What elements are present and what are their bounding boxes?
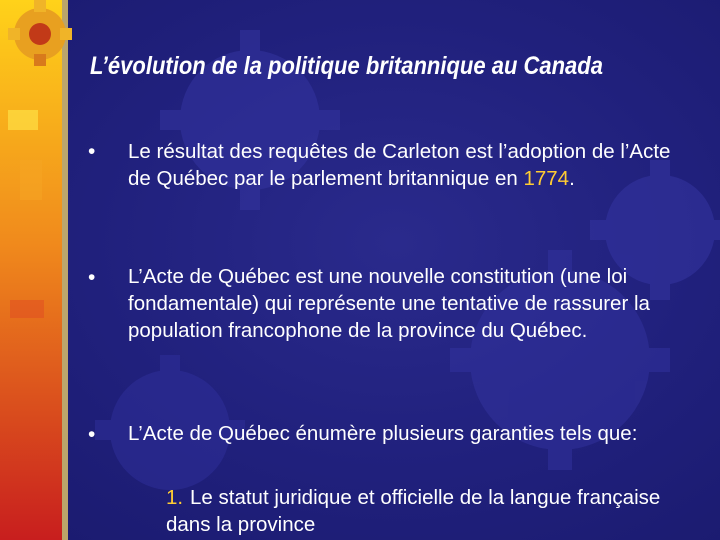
bullet-marker: • <box>88 140 96 163</box>
bullet-marker: • <box>88 423 96 446</box>
bullet-text-1-end: . <box>569 167 575 190</box>
bullet-text-1-main: Le résultat des requêtes de Carleton est l’adoption de l’Acte de Québec par le parlement britannique en <box>128 140 671 190</box>
year-highlight: 1774 <box>523 167 570 190</box>
bullet-marker: • <box>88 266 96 289</box>
sublist-text: Le statut juridique et officielle de la langue française dans la province <box>166 486 661 536</box>
left-accent-bar <box>0 0 62 540</box>
bullet-text-3: L’Acte de Québec énumère plusieurs garanties tels que: <box>128 422 638 445</box>
bullet-text-1 <box>128 138 698 192</box>
sublist-number: 1. <box>166 486 184 509</box>
bullet-text-2: L’Acte de Québec est une nouvelle constitution (une loi fondamentale) qui représente une tentative de rassurer la population francophone de la province du Québec. <box>128 265 650 342</box>
slide-title: L’évolution de la politique britannique au Canada <box>90 52 603 80</box>
sublist-item-1 <box>166 484 706 538</box>
